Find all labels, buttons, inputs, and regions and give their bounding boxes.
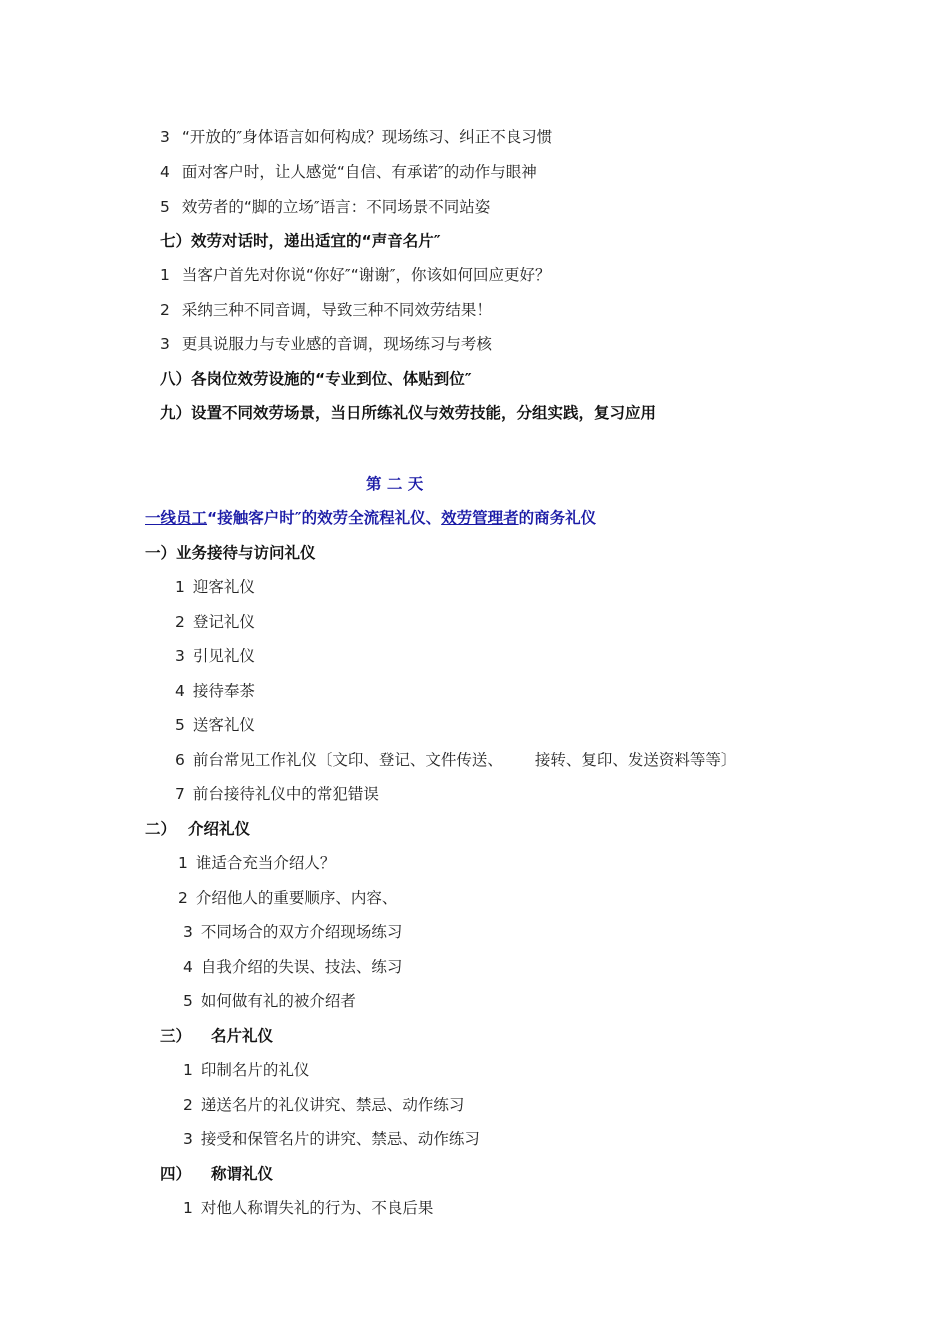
item-number: 3: [160, 128, 170, 146]
item-number: 5: [175, 716, 185, 734]
item-number: 4: [183, 958, 193, 976]
list-item: [160, 162, 537, 182]
list-item: [175, 612, 255, 632]
item-number: 1: [183, 1061, 193, 1079]
item-number: 1: [160, 266, 170, 284]
list-item: [183, 1129, 480, 1149]
list-item: [183, 957, 402, 977]
section-heading: [160, 1026, 273, 1046]
heading-number: 三）: [160, 1027, 192, 1045]
subtitle-part: 的商务礼仪: [518, 509, 597, 527]
item-number: 2: [160, 301, 170, 319]
section-heading: 一）业务接待与访问礼仪: [145, 544, 316, 562]
item-text: 前台接待礼仪中的常犯错误: [192, 785, 379, 803]
list-item: [183, 922, 402, 942]
list-item: [178, 853, 335, 873]
heading-number: 二）: [145, 820, 177, 838]
subtitle-underlined-part: 一线员工: [145, 509, 208, 527]
list-item: [175, 681, 255, 701]
list-item: [160, 334, 492, 354]
list-item: [160, 265, 551, 285]
item-number: 1: [183, 1199, 193, 1217]
list-item: [160, 127, 552, 147]
heading-text: 称谓礼仪: [211, 1165, 274, 1183]
heading-text: 介绍礼仪: [188, 820, 251, 838]
subtitle-part: “接触客户时″的效劳全流程礼仪、: [207, 509, 442, 527]
list-item: [183, 1060, 309, 1080]
item-text: 介绍他人的重要顺序、内容、: [195, 889, 398, 907]
day-title: 第 二 天: [366, 475, 424, 493]
item-number: 5: [160, 198, 170, 216]
item-text: 当客户首先对你说“你好″“谢谢″，你该如何回应更好？: [181, 266, 551, 284]
item-number: 3: [183, 1130, 193, 1148]
subtitle-underlined-part: 效劳管理者: [441, 509, 519, 527]
day-subtitle: [145, 508, 596, 528]
heading-text: 名片礼仪: [211, 1027, 274, 1045]
section-heading: [160, 1164, 273, 1184]
list-item: [175, 715, 255, 735]
item-number: 5: [183, 992, 193, 1010]
item-text-continued: 接转、复印、发送资料等等〕: [534, 751, 737, 769]
item-number: 3: [160, 335, 170, 353]
item-text: 送客礼仪: [192, 716, 255, 734]
list-item: [175, 784, 379, 804]
list-item: [183, 991, 356, 1011]
item-number: 6: [175, 751, 185, 769]
item-number: 3: [175, 647, 185, 665]
list-item: [160, 197, 490, 217]
item-text: 印制名片的礼仪: [200, 1061, 310, 1079]
item-text: 递送名片的礼仪讲究、禁忌、动作练习: [200, 1096, 465, 1114]
list-item: [175, 646, 255, 666]
item-number: 2: [183, 1096, 193, 1114]
item-text: 登记礼仪: [192, 613, 255, 631]
heading-number: 四）: [160, 1165, 192, 1183]
section-heading: 九）设置不同效劳场景，当日所练礼仪与效劳技能，分组实践，复习应用: [160, 404, 657, 422]
item-number: 2: [175, 613, 185, 631]
item-number: 4: [160, 163, 170, 181]
item-text: 迎客礼仪: [192, 578, 255, 596]
item-number: 4: [175, 682, 185, 700]
item-text: 效劳者的“脚的立场″语言：不同场景不同站姿: [181, 198, 491, 216]
list-item: [183, 1095, 464, 1115]
item-text: 前台常见工作礼仪〔文印、登记、文件传送、: [192, 751, 503, 769]
item-text: 对他人称谓失礼的行为、不良后果: [200, 1199, 434, 1217]
item-text: 接待奉茶: [192, 682, 255, 700]
item-text: 谁适合充当介绍人？: [195, 854, 336, 872]
item-text: 更具说服力与专业感的音调，现场练习与考核: [181, 335, 492, 353]
list-item: [175, 577, 255, 597]
list-item: [183, 1198, 433, 1218]
item-number: 7: [175, 785, 185, 803]
item-text: 如何做有礼的被介绍者: [200, 992, 356, 1010]
section-heading: [145, 819, 250, 839]
item-text: “开放的″身体语言如何构成？现场练习、纠正不良习惯: [181, 128, 553, 146]
item-text: 自我介绍的失误、技法、练习: [200, 958, 403, 976]
item-text: 采纳三种不同音调，导致三种不同效劳结果！: [181, 301, 492, 319]
list-item: [178, 888, 397, 908]
item-number: 3: [183, 923, 193, 941]
item-number: 2: [178, 889, 188, 907]
item-text: 引见礼仪: [192, 647, 255, 665]
section-heading: 八）各岗位效劳设施的“专业到位、体贴到位″: [160, 370, 472, 388]
item-number: 1: [178, 854, 188, 872]
list-item: [175, 750, 736, 770]
section-heading: 七）效劳对话时，递出适宜的“声音名片″: [160, 232, 441, 250]
item-text: 不同场合的双方介绍现场练习: [200, 923, 403, 941]
list-item: [160, 300, 492, 320]
item-text: 接受和保管名片的讲究、禁忌、动作练习: [200, 1130, 480, 1148]
item-text: 面对客户时，让人感觉“自信、有承诺″的动作与眼神: [181, 163, 537, 181]
item-number: 1: [175, 578, 185, 596]
